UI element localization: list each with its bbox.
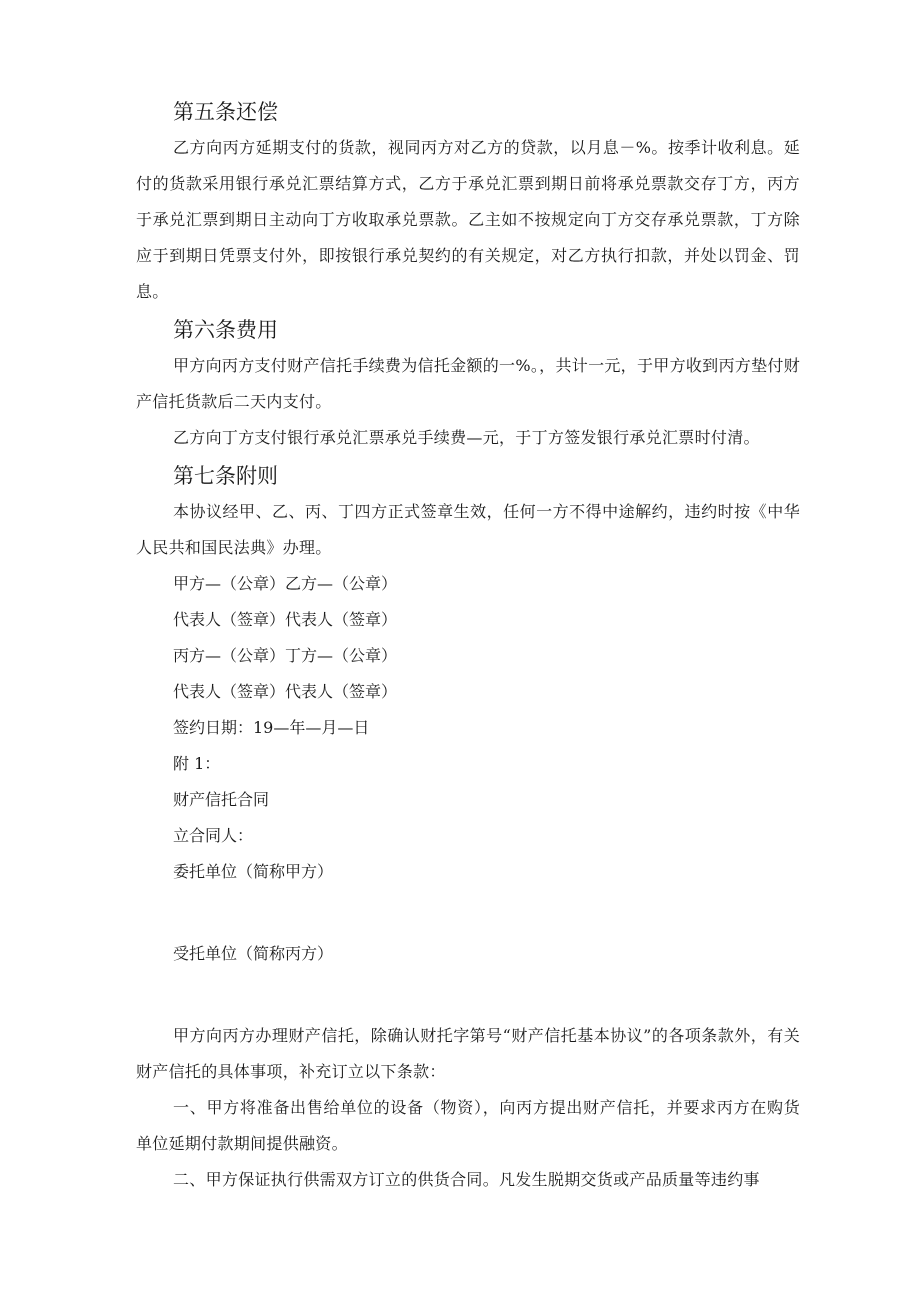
article-6-heading: 第六条费用: [173, 318, 278, 342]
clause-2: 二、甲方保证执行供需双方订立的供货合同。凡发生脱期交货或产品质量等违约事: [173, 1170, 760, 1189]
attachment-title: 财产信托合同: [173, 790, 270, 809]
signature-line-1: 甲方—（公章）乙方—（公章）: [173, 574, 398, 593]
article-5-heading: 第五条还偿: [173, 100, 278, 124]
signature-line-3: 丙方—（公章）丁方—（公章）: [173, 646, 398, 665]
contract-intro: 甲方向丙方办理财产信托，除确认财托字第号“财产信托基本协议”的各项条款外，有关财产信托的具体事项，补充订立以下条款：: [136, 1026, 800, 1081]
clause-1: 一、甲方将准备出售给单位的设备（物资），向丙方提出财产信托，并要求丙方在购货单位延期付款期间提供融资。: [136, 1098, 800, 1153]
party-c-label: 受托单位（简称丙方）: [173, 944, 334, 963]
article-7-body: 本协议经甲、乙、丙、丁四方正式签章生效，任何一方不得中途解约，违约时按《中华人民共和国民法典》办理。: [136, 502, 800, 557]
article-6-body-2: 乙方向丁方支付银行承兑汇票承兑手续费—元，于丁方签发银行承兑汇票时付清。: [173, 428, 760, 447]
document-page: [136, 94, 800, 1198]
signature-line-2: 代表人（签章）代表人（签章）: [173, 610, 398, 629]
article-7-heading: 第七条附则: [173, 464, 278, 488]
signing-date: 签约日期：19—年—月—日: [173, 718, 370, 737]
party-a-label: 委托单位（简称甲方）: [173, 862, 334, 881]
article-6-body-1: 甲方向丙方支付财产信托手续费为信托金额的一%。，共计一元，于甲方收到丙方垫付财产信托货款后二天内支付。: [136, 356, 800, 411]
contract-parties-label: 立合同人：: [173, 826, 254, 845]
signature-line-4: 代表人（签章）代表人（签章）: [173, 682, 398, 701]
attachment-label: 附 1：: [173, 754, 221, 773]
article-5-body: 乙方向丙方延期支付的货款，视同丙方对乙方的贷款，以月息－%。按季计收利息。延付的货款采用银行承兑汇票结算方式，乙方于承兑汇票到期日前将承兑票款交存丁方，丙方于承兑汇票到期日主动向丁方收取承兑票款。乙主如不按规定向丁方交存承兑票款，丁方除应于到期日凭票支付外，即按银行承兑契约的有关规定，对乙方执行扣款，并处以罚金、罚息。: [136, 138, 800, 301]
